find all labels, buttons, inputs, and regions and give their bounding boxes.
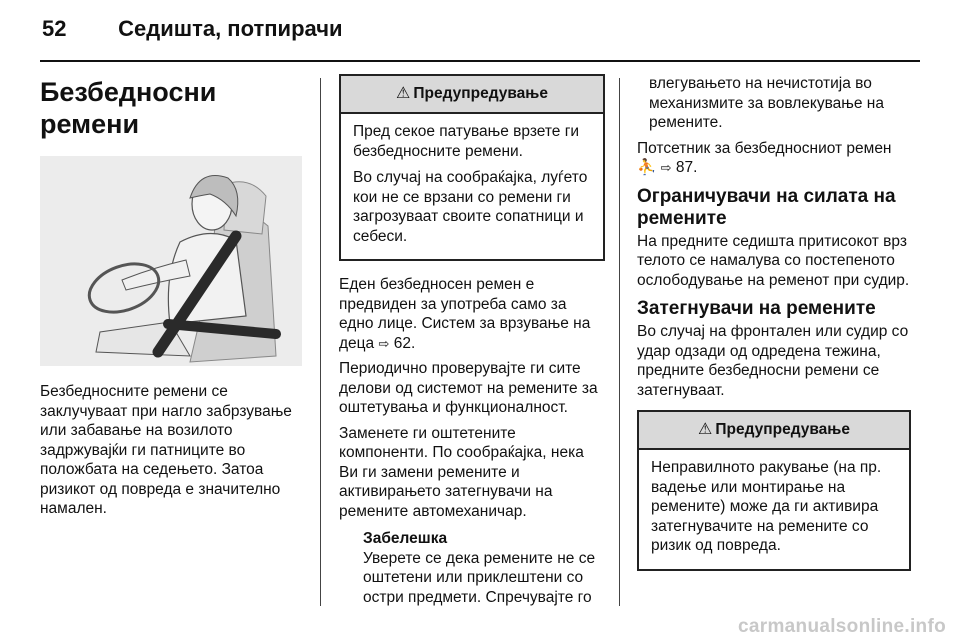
warning-title	[639, 412, 909, 450]
warning-title-text: Предупредување	[413, 85, 548, 102]
warning-paragraph: Неправилното ракување (на пр. вадење или монтирање на ремените) може да ги активира затегнувачите на ремените со ризик од повреда.	[651, 459, 882, 554]
reminder-paragraph	[637, 139, 911, 178]
header-rule	[40, 60, 920, 62]
warning-icon: ⚠	[396, 85, 411, 102]
page-ref-arrow-icon: ⇨	[378, 335, 390, 351]
section-title: Безбедносни ремени	[40, 77, 217, 139]
warning-paragraph: Пред секое патување врзете ги безбедносните ремени.	[353, 123, 580, 160]
body-paragraph	[339, 275, 605, 353]
note-text: Уверете се дека ремените не се оштетени или приклештени со остри предмети. Спречувајте го	[363, 549, 596, 606]
warning-title	[341, 76, 603, 114]
page-number: 52	[42, 16, 67, 41]
subsection-title: Затегнувачи на ремените	[637, 298, 876, 319]
seatbelt-illustration	[40, 156, 302, 366]
page-ref-arrow-icon: ⇨	[660, 160, 672, 175]
warning-icon: ⚠	[698, 421, 713, 438]
page-ref[interactable]: 62.	[393, 334, 416, 352]
warning-box	[339, 74, 605, 261]
watermark: carmanualsonline.info	[738, 616, 946, 637]
reminder-text: Потсетник за безбедносниот ремен	[637, 139, 892, 157]
note-block	[339, 529, 605, 607]
right-column	[637, 74, 911, 585]
column-divider	[619, 78, 620, 606]
column-divider	[320, 78, 321, 606]
page-header	[42, 16, 343, 42]
body-paragraph-text: Еден безбедносен ремен е предвиден за употреба само за едно лице. Систем за врзување на деца	[339, 276, 591, 352]
chapter-title: Седишта, потпирачи	[118, 16, 343, 41]
body-paragraph: На предните седишта притисокот врз телото се намалува со постепеното ослободување на ременот при судир.	[637, 232, 910, 289]
body-paragraph: Периодично проверувајте ги сите делови од системот на ремените за оштетувања и функционалност.	[339, 360, 598, 416]
note-continuation: влегувањето на нечистотија во механизмите за вовлекување на ремените.	[649, 75, 884, 131]
warning-body	[341, 114, 603, 259]
subsection-title: Ограничувачи на силата на ремените	[637, 185, 896, 229]
warning-body	[639, 450, 909, 569]
warning-paragraph: Во случај на сообраќајка, луѓето кои не се врзани со ремени ги загрозуваат своите сопатници и себеси.	[353, 169, 588, 245]
note-title: Забелешка	[363, 530, 448, 547]
warning-box	[637, 410, 911, 571]
driver-seatbelt-drawing	[40, 156, 302, 366]
left-column	[40, 74, 308, 525]
middle-column	[339, 74, 605, 607]
warning-title-text: Предупредување	[715, 421, 850, 438]
body-paragraph: Заменете ги оштетените компоненти. По сообраќајка, нека Ви ги замени ремените и активирањето затегнувачи на ремените автомеханичар.	[339, 424, 584, 520]
body-paragraph: Во случај на фронтален или судир со удар одзади од одредена тежина, предните безбедносни ремени се затегнуваат.	[637, 323, 909, 399]
page-ref[interactable]: 87.	[675, 159, 698, 176]
illustration-caption: Безбедносните ремени се заклучуваат при нагло забрзување или забавање на возилото задржувајќи ги патниците во положбата на седењето. Затоа ризикот од повреда е значително намален.	[40, 383, 292, 517]
seatbelt-reminder-icon: ⛹	[637, 159, 657, 176]
